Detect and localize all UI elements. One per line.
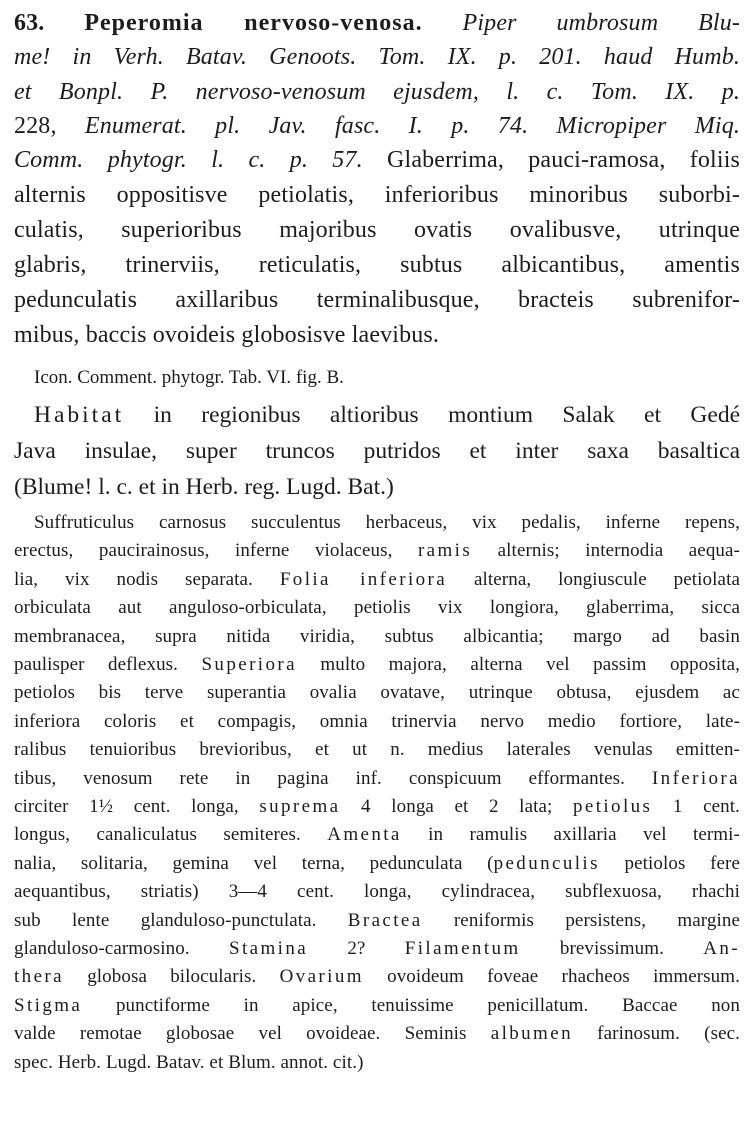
spaced-term: Folia inferiora — [279, 568, 448, 590]
description-text: brevissimum. — [520, 938, 704, 959]
spaced-term: Stigma — [14, 994, 83, 1016]
description-text: alternis; internodia aequa- — [472, 540, 740, 562]
species-name: Peperomia nervoso-venosa. — [84, 10, 423, 36]
description-text: globosa bilocularis. — [63, 966, 280, 988]
spaced-term: ramis — [417, 540, 473, 562]
description-text: tibus, venosum rete in pagina inf. conspicuum efformantes. — [14, 767, 652, 789]
description-text: Suffruticulus carnosus succulentus herbaceus, vix pedalis, inferne repens, — [34, 512, 740, 533]
description-text: 2? — [308, 938, 405, 959]
description-text: membranacea, supra nitida viridia, subtus albicantia; margo ad basin — [14, 625, 740, 647]
habitat-line: Java insulae, super truncos putridos et inter saxa basaltica — [14, 438, 740, 464]
diagnosis-line: alternis oppositisve petiolatis, inferioribus minoribus suborbi- — [14, 182, 740, 208]
description-text: alterna, longiuscule petiolata — [447, 568, 740, 590]
synonym-text: Piper umbrosum Blu- — [462, 10, 740, 36]
description-text: 4 longa et 2 lata; — [340, 796, 573, 817]
description-text: farinosum. (sec. — [572, 1023, 740, 1045]
description-text: paulisper deflexus. — [14, 654, 202, 675]
page-ref: 228, — [14, 113, 85, 139]
diagnosis-line: pedunculatis axillaribus terminalibusque, bracteis subrenifor- — [14, 287, 740, 313]
spaced-term: pedunculis — [493, 852, 600, 874]
diagnosis-line: me! in Verh. Batav. Genoots. Tom. IX. p. 201. haud Humb. — [14, 44, 740, 70]
description-text: ralibus tenuioribus brevioribus, et ut n. medius laterales venulas emitten- — [14, 739, 740, 761]
description-line — [14, 569, 740, 591]
description-text: lia, vix nodis separata. — [14, 568, 280, 590]
spaced-term: suprema — [259, 796, 341, 817]
description-line — [14, 1023, 740, 1045]
description-line — [14, 540, 740, 562]
spaced-term: Filamentum — [404, 938, 521, 959]
diagnosis-line — [14, 10, 740, 37]
description-line — [14, 1052, 740, 1074]
description-line — [14, 739, 740, 761]
description-text: petiolos bis terve superantia ovalia ovatave, utrinque obtusa, ejusdem ac — [14, 682, 740, 704]
description-text: nalia, solitaria, gemina vel terna, pedunculata ( — [14, 852, 494, 874]
description-text: inferiora coloris et compagis, omnia trinervia nervo medio fortiore, late- — [14, 710, 740, 732]
description-line — [14, 626, 740, 648]
description-text: erectus, paucirainosus, inferne violaceus, — [14, 540, 418, 562]
description-line — [14, 881, 740, 903]
diagnosis-text: Glaberrima, pauci-ramosa, foliis — [362, 147, 740, 173]
description-line — [14, 682, 740, 704]
diagnosis-line: mibus, baccis ovoideis globosisve laevibus. — [14, 322, 440, 348]
citation-text: Comm. phytogr. l. c. p. 57. — [14, 147, 363, 173]
description-line — [14, 654, 740, 676]
citation-text: Enumerat. pl. Jav. fasc. I. p. 74. Micropiper Miq. — [84, 113, 740, 139]
description-line — [14, 711, 740, 733]
description-text: in ramulis axillaria vel termi- — [401, 824, 740, 846]
spaced-term: Bractea — [347, 909, 423, 931]
description-text: punctiforme in apice, tenuissime penicillatum. Baccae non — [82, 994, 740, 1016]
spaced-term: Amenta — [327, 824, 402, 846]
spaced-term: petiolus — [572, 796, 653, 817]
description-line — [14, 995, 740, 1017]
spaced-term: Inferiora — [651, 767, 740, 789]
description-text: orbiculata aut anguloso-orbiculata, petiolis vix longiora, glaberrima, sicca — [14, 597, 740, 619]
habitat-line: (Blume! l. c. et in Herb. reg. Lugd. Bat.) — [14, 474, 394, 500]
spaced-term: Stamina — [228, 938, 309, 959]
diagnosis-line: glabris, trinerviis, reticulatis, subtus albicantibus, amentis — [14, 252, 740, 278]
icon-reference: Icon. Comment. phytogr. Tab. VI. fig. B. — [34, 367, 344, 388]
description-line — [14, 796, 740, 818]
description-line — [14, 853, 740, 875]
spaced-term: thera — [14, 966, 64, 988]
description-text: reniformis persistens, margine — [422, 909, 740, 931]
diagnosis-line: et Bonpl. P. nervoso-venosum ejusdem, l. c. Tom. IX. p. — [14, 79, 740, 105]
description-text: sub lente glanduloso-punctulata. — [14, 909, 348, 931]
diagnosis-line — [14, 147, 740, 174]
spaced-term: Superiora — [201, 654, 297, 675]
description-text: ovoideum foveae rhacheos immersum. — [363, 966, 740, 988]
spaced-term: Ovarium — [279, 966, 364, 988]
diagnosis-line — [14, 113, 740, 140]
description-line — [14, 824, 740, 846]
description-text: circiter 1½ cent. longa, — [14, 796, 260, 817]
description-text: petiolos fere — [599, 852, 740, 874]
spaced-term: albumen — [490, 1023, 573, 1045]
description-line — [14, 966, 740, 988]
description-text: glanduloso-carmosino. — [14, 938, 229, 959]
description-line — [14, 768, 740, 790]
diagnosis-line: culatis, superioribus majoribus ovatis ovalibusve, utrinque — [14, 217, 740, 243]
description-line — [34, 512, 740, 534]
description-text: valde remotae globosae vel ovoideae. Seminis — [14, 1023, 491, 1045]
description-line — [14, 910, 740, 932]
species-number: 63. — [14, 10, 45, 36]
description-line — [14, 597, 740, 619]
description-text: spec. Herb. Lugd. Batav. et Blum. annot. cit.) — [14, 1051, 364, 1073]
spaced-term: An- — [703, 938, 740, 959]
description-text: multo majora, alterna vel passim opposita, — [296, 654, 740, 675]
description-text: aequantibus, striatis) 3—4 cent. longa, cylindracea, subflexuosa, rhachi — [14, 881, 740, 903]
description-line — [14, 938, 740, 960]
habitat-line: Habitat in regionibus altioribus montium Salak et Gedé — [34, 402, 740, 428]
description-text: 1 cent. — [652, 796, 740, 817]
description-text: longus, canaliculatus semiteres. — [14, 824, 328, 846]
habitat-lead: Habitat — [34, 402, 125, 428]
